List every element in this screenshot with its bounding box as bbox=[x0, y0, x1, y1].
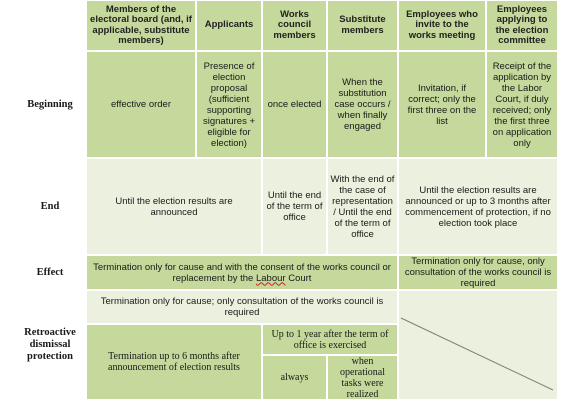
header-applicants: Applicants bbox=[196, 0, 262, 51]
row-label-retroactive: Retroactive dismissal protection bbox=[14, 290, 86, 400]
header-invite: Employees who invite to the works meeting bbox=[398, 0, 486, 51]
retro-top: Termination only for cause; only consultation of the works council is required bbox=[86, 290, 398, 324]
beginning-substitute: When the substitution case occurs / when finally engaged bbox=[327, 51, 398, 158]
row-label-end: End bbox=[14, 158, 86, 255]
effect-left-text: Termination only for cause and with the consent of the works council or replacement by the Labour Court bbox=[93, 261, 391, 284]
corner-cell bbox=[14, 0, 86, 51]
beginning-board: effective order bbox=[86, 51, 196, 158]
header-committee: Employees applying to the election committee bbox=[486, 0, 558, 51]
effect-employees: Termination only for cause, only consultation of the works council is required bbox=[398, 255, 558, 290]
end-board-applicants: Until the election results are announced bbox=[86, 158, 262, 255]
beginning-council: once elected bbox=[262, 51, 327, 158]
header-board: Members of the electoral board (and, if applicable, substitute members) bbox=[86, 0, 196, 51]
row-label-effect: Effect bbox=[14, 255, 86, 290]
end-substitute: With the end of the case of representation / Until the end of the term of office bbox=[327, 158, 398, 255]
retro-substitute: when operational tasks were realized bbox=[327, 355, 398, 400]
row-label-beginning: Beginning bbox=[14, 51, 86, 158]
end-invite-committee: Until the election results are announced or up to 3 months after commencement of protection, if no election took place bbox=[398, 158, 558, 255]
diagonal-line bbox=[397, 290, 557, 400]
beginning-committee: Receipt of the application by the Labor Court, if duly received; only the first three on application only bbox=[486, 51, 558, 158]
labour-word: Labour bbox=[255, 272, 286, 284]
header-substitute: Substitute members bbox=[327, 0, 398, 51]
end-council: Until the end of the term of office bbox=[262, 158, 327, 255]
retro-board-applicants: Termination up to 6 months after announcement of election results bbox=[86, 324, 262, 400]
header-council: Works council members bbox=[262, 0, 327, 51]
retro-council: always bbox=[262, 355, 327, 400]
beginning-applicants: Presence of election proposal (sufficient supporting signatures + eligible for election) bbox=[196, 51, 262, 158]
beginning-invite: Invitation, if correct; only the first three on the list bbox=[398, 51, 486, 158]
effect-protected-members bbox=[86, 255, 398, 290]
retro-council-substitute: Up to 1 year after the term of office is exercised bbox=[262, 324, 398, 355]
